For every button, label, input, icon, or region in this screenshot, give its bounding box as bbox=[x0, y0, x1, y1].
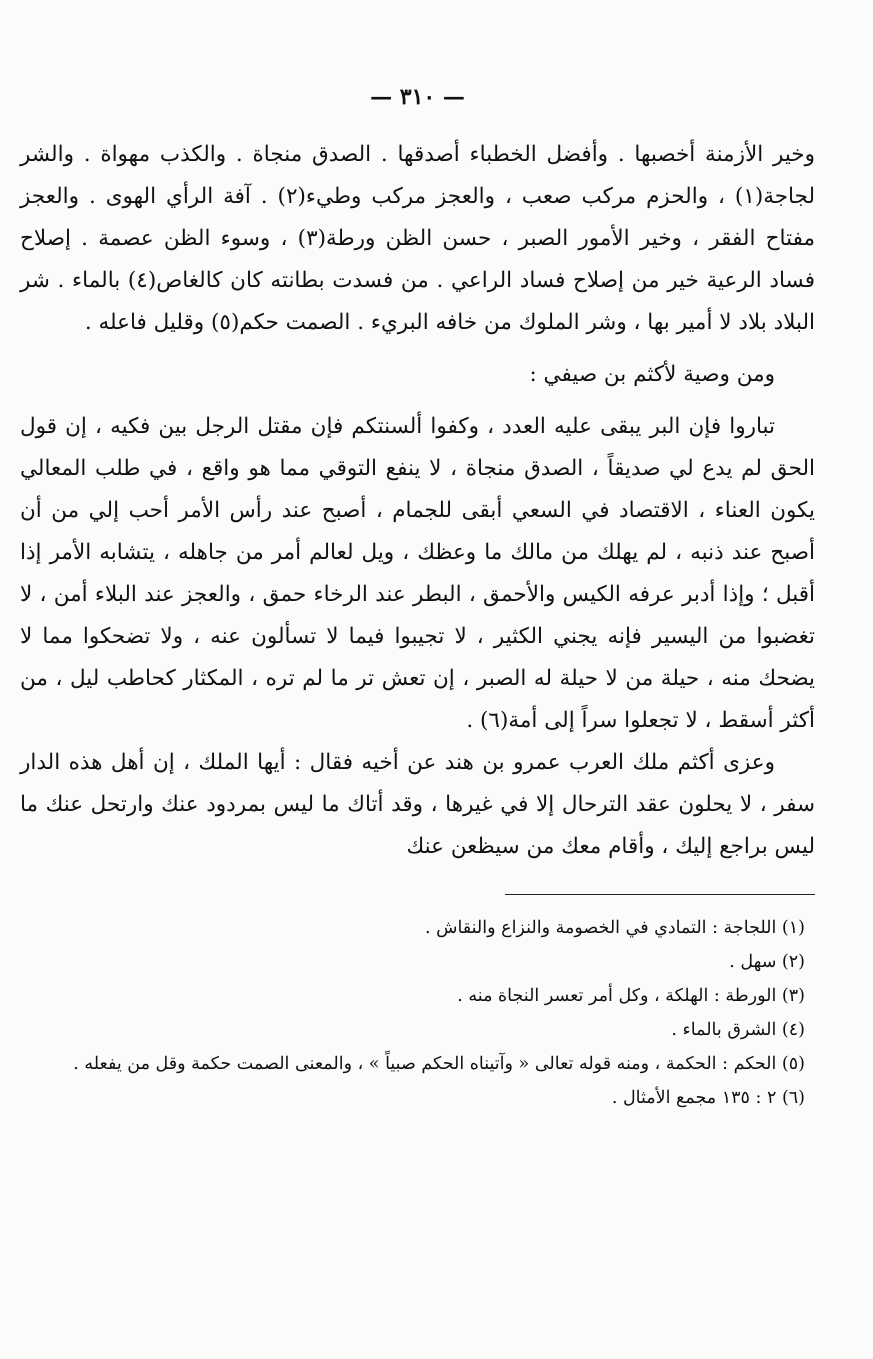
footnote-4: (٤) الشرق بالماء . bbox=[671, 1020, 805, 1040]
footnote-1: (١) اللجاجة : التمادي في الخصومة والنزاع والنقاش . bbox=[424, 918, 805, 938]
page-number: — ٣١٠ — bbox=[370, 84, 465, 110]
paragraph-heading-aktham: ومن وصية لأكثم بن صيفي : bbox=[529, 362, 775, 387]
footnote-3: (٣) الورطة : الهلكة ، وكل أمر تعسر النجاة منه . bbox=[457, 986, 805, 1006]
paragraph-aktham-will: تباروا فإن البر يبقى عليه العدد ، وكفوا ألسنتكم فإن مقتل الرجل بين فكيه ، إن قول الحق لم يدع لي صديقاً ، الصدق منجاة ، لا ينفع التوقي مما هو واقع ، في طلب المعالي يكون العناء ، الاقتصاد في السعي أبقى للجمام ، أصبح عند رأس الأمر أحب إلي من أن أصبح عند ذنبه ، لم يهلك من مالك ما وعظك ، ويل لعالم أمر من جاهله ، يتشابه الأمر إذا أقبل ؛ وإذا أدبر عرفه الكيس والأحمق ، البطر عند الرخاء حمق ، والعجز عند البلاء أمن ، لا تغضبوا من اليسير فإنه يجني الكثير ، لا تجيبوا فيما لا تسألون عنه ، ولا تضحكوا مما لا يضحك منه ، حيلة من لا حيلة له الصبر ، إن تعش تر ما لم تره ، المكثار كحاطب ليل ، من أكثر أسقط ، لا تجعلوا سراً إلى أمة(٦) . bbox=[20, 414, 815, 733]
footnote-divider bbox=[505, 894, 815, 895]
footnotes bbox=[20, 911, 815, 1115]
footnote-2: (٢) سهل . bbox=[729, 952, 805, 972]
paragraph-proverbs: وخير الأزمنة أخصبها . وأفضل الخطباء أصدقها . الصدق منجاة . والكذب مهواة . والشر لجاجة(١) ، والحزم مركب صعب ، والعجز مركب وطيء(٢) . آفة الرأي الهوى . والعجز مفتاح الفقر ، وخير الأمور الصبر ، حسن الظن ورطة(٣) ، وسوء الظن عصمة . إصلاح فساد الرعية خير من إصلاح فساد الراعي . من فسدت بطانته كان كالغاص(٤) بالماء . شر البلاد بلاد لا أمير بها ، وشر الملوك من خافه البريء . الصمت حكم(٥) وقليل فاعله . bbox=[20, 142, 815, 335]
paragraph-condolence: وعزى أكثم ملك العرب عمرو بن هند عن أخيه فقال : أيها الملك ، إن أهل هذه الدار سفر ، لا يحلون عقد الترحال إلا في غيرها ، وقد أتاك ما ليس بمردود عنك وارتحل عنك ما ليس براجع إليك ، وأقام معك من سيظعن عنك bbox=[20, 750, 815, 859]
footnote-5: (٥) الحكم : الحكمة ، ومنه قوله تعالى « وآتيناه الحكم صبياً » ، والمعنى الصمت حكمة وقل من يفعله . bbox=[73, 1054, 805, 1074]
footnote-6: (٦) ٢ : ١٣٥ مجمع الأمثال . bbox=[611, 1088, 805, 1108]
